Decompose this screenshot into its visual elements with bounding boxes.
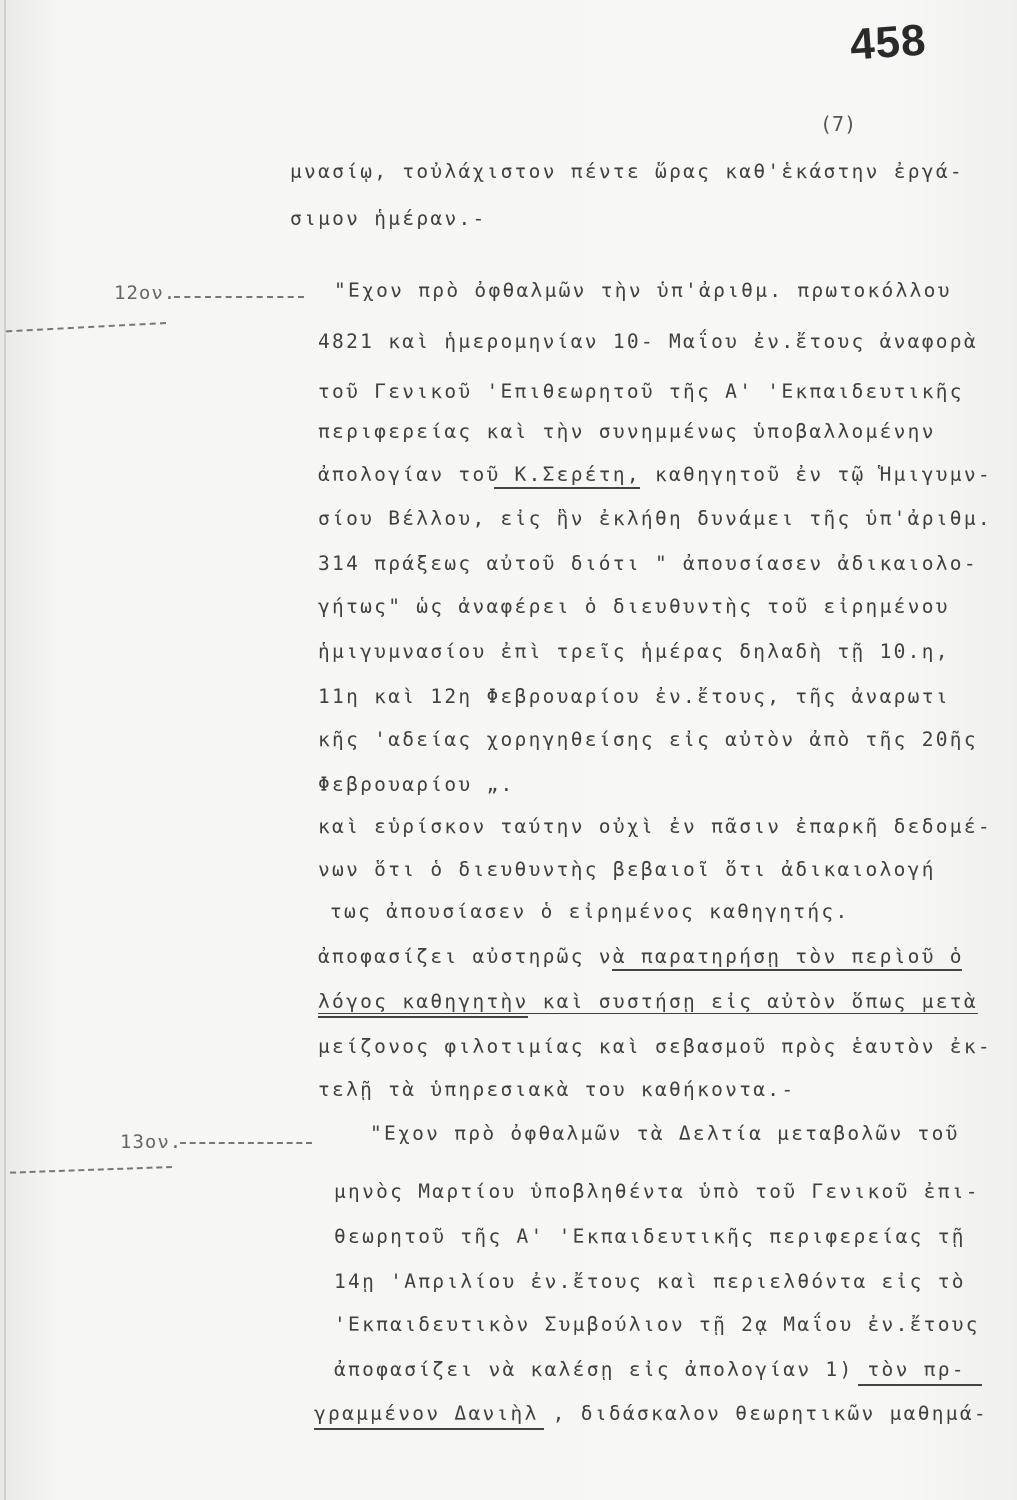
text-line: ἀπολογίαν τοῦ Κ.Σερέτη, καθηγητοῦ ἐν τῷ Ἡμιγυμν-: [318, 463, 992, 486]
text-line: καὶ εὑρίσκον ταύτην οὐχὶ ἐν πᾶσιν ἐπαρκῆ δεδομέ-: [318, 815, 992, 838]
text-line: ἀποφασίζει νὰ καλέσῃ εἰς ἀπολογίαν 1) τὸν πρ-: [334, 1358, 966, 1381]
text-line: θεωρητοῦ τῆς Α' 'Εκπαιδευτικῆς περιφερείας τῇ: [334, 1225, 966, 1248]
typed-sheet-number: (7): [820, 112, 857, 136]
text-line: μείζονος φιλοτιμίας καὶ σεβασμοῦ πρὸς ἑαυτὸν ἐκ-: [318, 1035, 992, 1058]
margin-dash-line: [174, 296, 304, 298]
text-line-underlined: λόγος καθηγητὴν καὶ συστήσῃ εἰς αὐτὸν ὅπως μετὰ: [318, 990, 978, 1013]
text-line: νων ὅτι ὁ διευθυντὴς βεβαιοῖ ὅτι ἀδικαιολογή: [318, 858, 936, 881]
text-line: τελῇ τὰ ὑπηρεσιακὰ του καθήκοντα.-: [318, 1078, 796, 1101]
text-line: 314 πράξεως αὐτοῦ διότι " ἀπουσίασεν ἀδικαιολο-: [318, 552, 978, 575]
underline-mark: [494, 487, 640, 489]
text-line: γήτως" ὡς ἀναφέρει ὁ διευθυντὴς τοῦ εἰρημένου: [318, 595, 950, 618]
text-line: σίου Βέλλου, εἰς ἣν ἐκλήθη δυνάμει τῆς ὑπ'ἀριθμ.: [318, 507, 992, 530]
underline-mark: [314, 1428, 544, 1430]
text-line: τοῦ Γενικοῦ 'Επιθεωρητοῦ τῆς Α' 'Εκπαιδευτικῆς: [318, 380, 964, 403]
text-line: 11η καὶ 12η Φεβρουαρίου ἐν.ἔτους, τῆς ἀναρωτι: [318, 685, 950, 708]
text-line: 14ῃ 'Απριλίου ἐν.ἔτους καὶ περιελθόντα εἰς τὸ: [334, 1270, 966, 1293]
text-line: Φεβρουαρίου „.: [318, 773, 515, 796]
underline-mark: [612, 969, 962, 971]
text-line: ἡμιγυμνασίου ἐπὶ τρεῖς ἡμέρας δηλαδὴ τῇ 10.η,: [318, 640, 950, 663]
text-line: μηνὸς Μαρτίου ὑποβληθέντα ὑπὸ τοῦ Γενικοῦ ἐπι-: [334, 1180, 980, 1203]
text-line: 4821 καὶ ἡμερομηνίαν 10- Μαΐου ἐν.ἔτους ἀναφορὰ: [318, 330, 978, 353]
handwritten-page-number: 458: [848, 15, 929, 70]
margin-dash-line: [10, 1166, 172, 1174]
margin-note-item-12: 12ον.: [114, 282, 177, 304]
text-line: μνασίῳ, τοὐλάχιστον πέντε ὥρας καθ'ἑκάστην ἐργά-: [290, 160, 964, 183]
text-line: "Εχον πρὸ ὀφθαλμῶν τὰ Δελτία μεταβολῶν τοῦ: [370, 1122, 960, 1145]
text-line: τως ἀπουσίασεν ὁ εἰρημένος καθηγητής.: [330, 900, 850, 923]
text-line: ἀποφασίζει αὐστηρῶς νὰ παρατηρήσῃ τὸν περὶοῦ ὁ: [318, 945, 964, 968]
text-line: "Εχον πρὸ ὀφθαλμῶν τὴν ὑπ'ἀριθμ. πρωτοκόλλου: [334, 279, 952, 302]
text-line: κῆς 'αδείας χορηγηθείσης εἰς αὐτὸν ἀπὸ τῆς 20ῆς: [318, 728, 978, 751]
text-line: σιμον ἡμέραν.-: [290, 207, 487, 230]
underline-mark: [318, 1016, 528, 1018]
margin-note-item-13: 13ον.: [120, 1131, 183, 1153]
page-edge: [4, 0, 6, 1500]
text-line: 'Εκπαιδευτικὸν Συμβούλιον τῇ 2ᾳ Μαΐου ἐν.ἔτους: [334, 1313, 980, 1336]
text-line: περιφερείας καὶ τὴν συνημμένως ὑποβαλλομένην: [318, 420, 936, 443]
underline-mark: [858, 1384, 982, 1386]
margin-dash-line: [180, 1142, 312, 1144]
text-line: γραμμένον Δανιὴλ , διδάσκαλον θεωρητικῶν μαθημά-: [314, 1402, 988, 1425]
margin-dash-line: [6, 322, 166, 332]
